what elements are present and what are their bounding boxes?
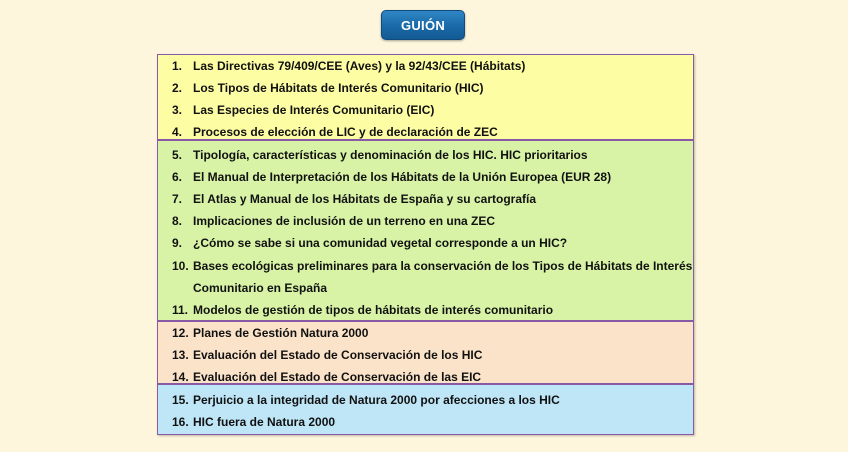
list-item-2: 2. Los Tipos de Hábitats de Interés Comunitario (HIC) bbox=[172, 81, 484, 95]
list-item-10: 10. Bases ecológicas preliminares para la conservación de los Tipos de Hábitats de Interés bbox=[172, 259, 693, 273]
list-item-14: 14. Evaluación del Estado de Conservación de las EIC bbox=[172, 370, 482, 384]
list-item-11: 11. Modelos de gestión de tipos de hábitats de interés comunitario bbox=[172, 303, 554, 317]
guion-title-button[interactable]: GUIÓN bbox=[381, 10, 465, 40]
list-item-16: 16. HIC fuera de Natura 2000 bbox=[172, 415, 336, 429]
list-item-5: 5. Tipología, características y denominación de los HIC. HIC prioritarios bbox=[172, 148, 588, 162]
list-item-9: 9. ¿Cómo se sabe si una comunidad vegetal corresponde a un HIC? bbox=[172, 236, 568, 250]
list-item-13: 13. Evaluación del Estado de Conservación de los HIC bbox=[172, 348, 483, 362]
list-item-15: 15. Perjuicio a la integridad de Natura 2000 por afecciones a los HIC bbox=[172, 393, 560, 407]
list-item-10-continuation: Comunitario en España bbox=[193, 281, 328, 295]
list-item-7: 7. El Atlas y Manual de los Hábitats de España y su cartografía bbox=[172, 192, 536, 206]
list-item-3: 3. Las Especies de Interés Comunitario (EIC) bbox=[172, 103, 435, 117]
list-item-12: 12. Planes de Gestión Natura 2000 bbox=[172, 326, 369, 340]
list-item-4: 4. Procesos de elección de LIC y de declaración de ZEC bbox=[172, 125, 498, 139]
list-item-1: 1. Las Directivas 79/409/CEE (Aves) y la 92/43/CEE (Hábitats) bbox=[172, 59, 526, 73]
list-item-8: 8. Implicaciones de inclusión de un terreno en una ZEC bbox=[172, 214, 496, 228]
list-item-6: 6. El Manual de Interpretación de los Hábitats de la Unión Europea (EUR 28) bbox=[172, 170, 612, 184]
